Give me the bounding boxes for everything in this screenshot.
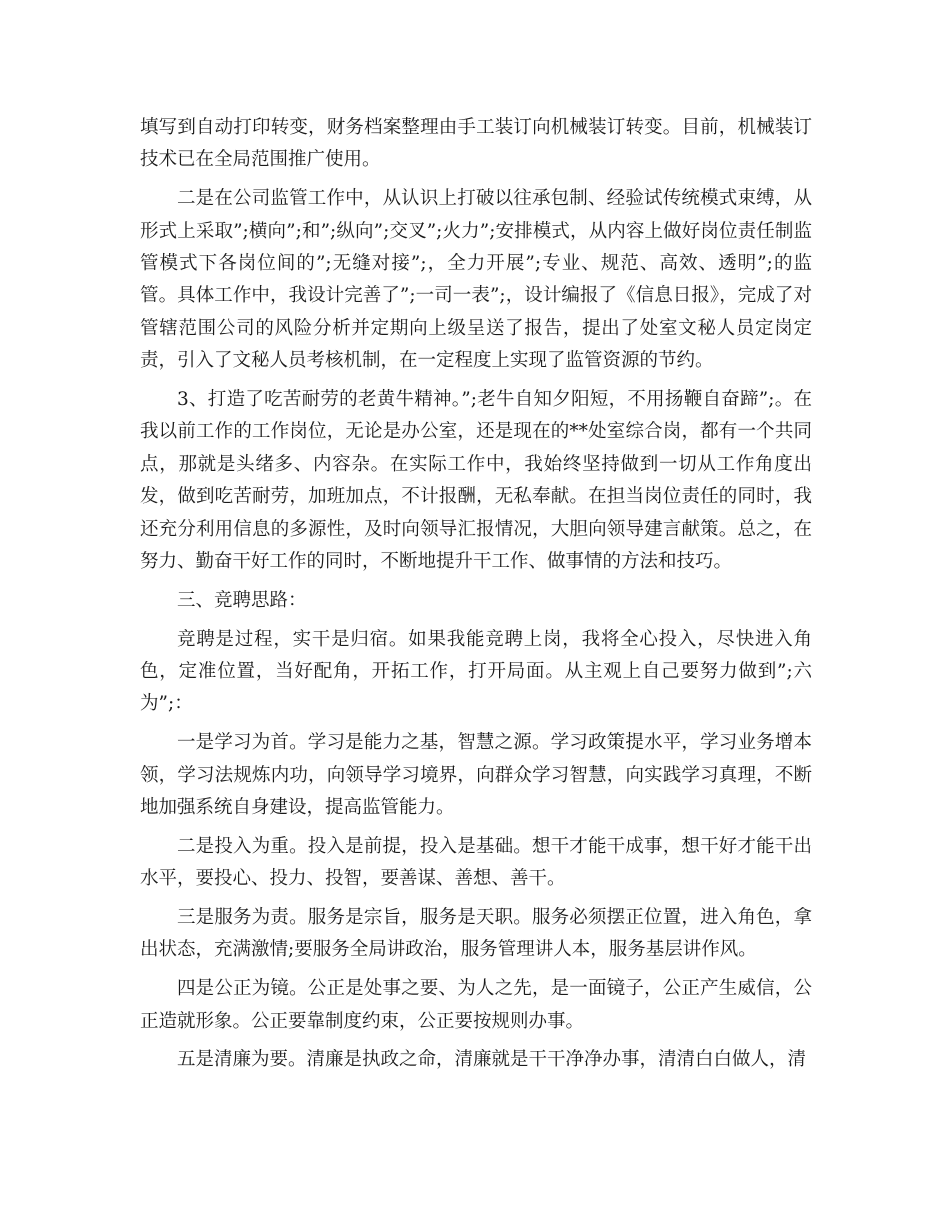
document-body — [140, 112, 812, 1083]
paragraph: 竞聘是过程，实干是归宿。如果我能竞聘上岗，我将全心投入，尽快进入角色，定准位置，当好配角，开拓工作，打开局面。从主观上自己要努力做到”;六为”;： — [140, 628, 812, 715]
paragraph: 五是清廉为要。清廉是执政之命，清廉就是干干净净办事，清清白白做人，清 — [177, 1049, 807, 1071]
section-heading: 三、竞聘思路： — [177, 589, 307, 611]
paragraph: 三是服务为责。服务是宗旨，服务是天职。服务必须摆正位置，进入角色，拿出状态，充满激情;要服务全局讲政治，服务管理讲人本，服务基层讲作风。 — [140, 907, 812, 961]
paragraph: 填写到自动打印转变，财务档案整理由手工装订向机械装订转变。目前，机械装订技术已在全局范围推广使用。 — [140, 117, 812, 171]
paragraph: 一是学习为首。学习是能力之基，智慧之源。学习政策提水平，学习业务增本领，学习法规炼内功，向领导学习境界，向群众学习智慧，向实践学习真理，不断地加强系统自身建设，提高监管能力。 — [140, 732, 812, 819]
paragraph: 二是在公司监管工作中，从认识上打破以往承包制、经验试传统模式束缚，从形式上采取”;横向”;和”;纵向”;交叉”;火力”;安排模式，从内容上做好岗位责任制监管模式下各岗位间的”;无缝对接”;，全力开展”;专业、规范、高效、透明”;的监管。具体工作中，我设计完善了”;一司一表”;，设计编报了《信息日报》，完成了对管辖范围公司的风险分析并定期向上级呈送了报告，提出了处室文秘人员定岗定责，引入了文秘人员考核机制，在一定程度上实现了监管资源的节约。 — [140, 188, 812, 372]
paragraph: 3、打造了吃苦耐劳的老黄牛精神。”;老牛自知夕阳短，不用扬鞭自奋蹄”;。在我以前工作的工作岗位，无论是办公室，还是现在的**处室综合岗，都有一个共同点，那就是头绪多、内容杂。在实际工作中，我始终坚持做到一切从工作角度出发，做到吃苦耐劳，加班加点，不计报酬，无私奉献。在担当岗位责任的同时，我还充分利用信息的多源性，及时向领导汇报情况，大胆向领导建言献策。总之，在努力、勤奋干好工作的同时，不断地提升干工作、做事情的方法和技巧。 — [140, 389, 812, 573]
paragraph: 四是公正为镜。公正是处事之要、为人之先，是一面镜子，公正产生威信，公正造就形象。公正要靠制度约束，公正要按规则办事。 — [140, 978, 812, 1032]
paragraph: 二是投入为重。投入是前提，投入是基础。想干才能干成事，想干好才能干出水平，要投心、投力、投智，要善谋、善想、善干。 — [140, 835, 812, 890]
